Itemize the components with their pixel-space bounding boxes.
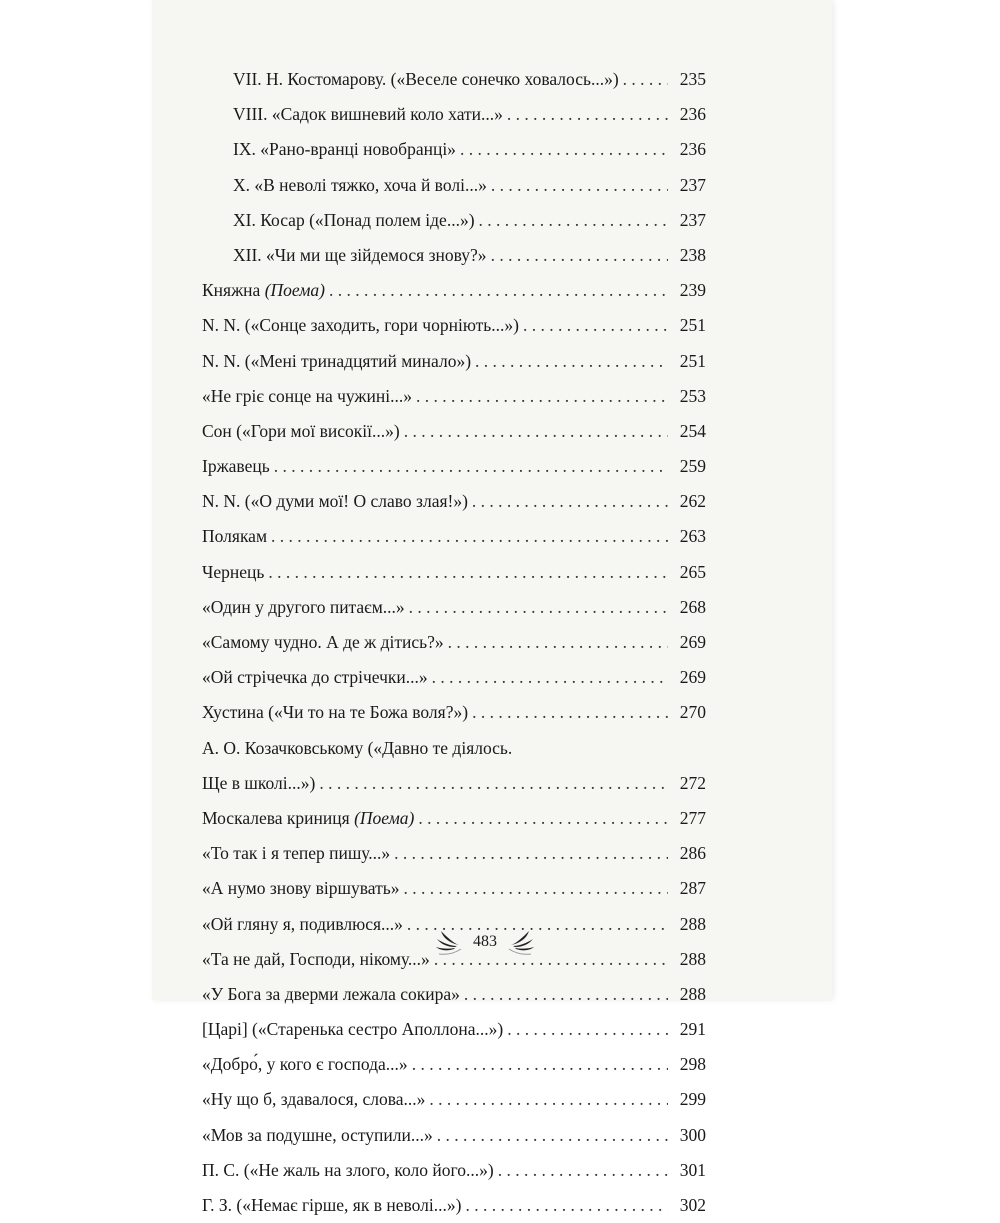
dot-leader [491,168,668,203]
toc-entry-title-text: Чернець [202,561,265,582]
dot-leader [418,801,668,836]
toc-entry-title [202,731,512,766]
toc-entry-title-text: N. N. («Мені тринадцятий минало») [202,350,472,371]
toc-entry-title [202,695,468,730]
toc-entry [202,766,706,801]
toc-entry-title-text: IX. «Рано-вранці новобранці» [233,139,456,160]
toc-entry-title-text: «Мов за подушне, оступили...» [202,1124,433,1145]
dot-leader [479,203,668,238]
toc-entry-page: 277 [679,807,706,828]
toc-entry-title-text: «Ой стрічечка до стрічечки...» [202,667,428,688]
toc-entry-title [202,519,267,554]
toc-entry [202,168,706,203]
dot-leader [274,449,668,484]
toc-entry [202,731,706,766]
toc-entry-title [202,449,270,484]
toc-entry-title [202,308,519,343]
toc-entry-page: 259 [679,456,706,477]
toc-entry-page: 288 [679,983,706,1004]
dot-leader [329,273,668,308]
toc-entry [202,660,706,695]
toc-entry-page: 239 [679,280,706,301]
toc-entry-subtitle: (Поема) [264,280,325,301]
toc-entry-title [202,273,325,308]
dot-leader [498,1153,668,1188]
toc-entry-page: 269 [679,632,706,652]
dot-leader [472,484,668,519]
dot-leader [437,1118,668,1153]
toc-entry-page: 236 [679,139,706,160]
toc-entry [202,344,706,379]
floral-ornament-icon [507,927,537,957]
toc-entry-title-text: «Та не дай, Господи, нікому...» [202,948,430,969]
toc-entry-page: 301 [679,1159,706,1180]
toc-entry-page: 237 [679,209,706,230]
dot-leader [319,766,668,801]
dot-leader [507,1012,668,1047]
toc-entry-title-text: Москалева криниця [202,807,355,828]
toc-entry [202,238,706,273]
dot-leader [409,590,668,625]
toc-entry-page: 300 [679,1124,706,1145]
toc-entry-page: 288 [679,913,706,934]
toc-entry-page: 262 [679,491,706,512]
toc-entry-title [202,484,468,519]
dot-leader [448,625,668,660]
toc-entry-title [202,62,619,97]
toc-entry [202,273,706,308]
toc-entry-page: 272 [679,772,706,793]
toc-entry-page: 253 [679,385,706,406]
dot-leader [623,62,668,97]
toc-entry-title [202,1047,408,1082]
toc-entry-page: 263 [679,526,706,547]
toc-entry-title [202,1082,425,1117]
dot-leader [416,379,668,414]
toc-entry-title-text: «Добро́, у кого є господа...» [202,1054,408,1075]
toc-entry-page: 254 [679,420,706,441]
dot-leader [268,555,668,590]
toc-entry-title-text: XII. «Чи ми ще зійдемося знову?» [233,244,487,265]
toc-entry-page: 302 [679,1195,706,1215]
toc-entry-page: 298 [679,1054,706,1075]
toc-entry [202,1082,706,1117]
toc-entry-title-text: П. С. («Не жаль на злого, коло його...») [202,1159,494,1180]
toc-entry [202,695,706,730]
toc-entry [202,625,706,660]
toc-entry [202,449,706,484]
toc-entry-title [202,1012,503,1047]
toc-entry [202,555,706,590]
toc-entry [202,308,706,343]
toc-entry-title [202,977,460,1012]
toc-entry [202,97,706,132]
toc-entry-page: 235 [679,69,706,89]
toc-entry-title-text: А. О. Козачковському («Давно те діялось. [202,737,513,758]
toc-entry-title-text: XI. Косар («Понад полем іде...») [233,209,475,230]
footer-inner [425,922,545,962]
toc-entry-title [202,203,475,238]
toc-entry-title-text: Г. З. («Немає гірше, як в неволі...») [202,1195,462,1215]
toc-entry-page: 265 [679,561,706,582]
toc-entry-title-text: VIII. «Садок вишневий коло хати...» [233,104,503,125]
toc-entry-title [202,766,315,801]
toc-entry-title [202,132,456,167]
toc-entry-title [202,379,412,414]
toc-entry-title [202,414,400,449]
toc-entry-title-text: Ще в школі...») [202,772,316,793]
dot-leader [432,660,668,695]
toc-entry-title [202,660,428,695]
toc-entry-page: 287 [679,878,706,899]
toc-entry [202,977,706,1012]
toc-entry-title [202,801,414,836]
dot-leader [394,836,668,871]
toc-entry-title-text: N. N. («О думи мої! О славо злая!») [202,491,468,512]
toc-entry-title-text: VII. Н. Костомарову. («Веселе сонечко ховалось...») [233,69,619,89]
dot-leader [271,519,668,554]
dot-leader [491,238,668,273]
toc-entry-page: 268 [679,596,706,617]
toc-entry-title-text: «Не гріє сонце на чужині...» [202,385,412,406]
dot-leader [404,871,669,906]
toc-entry-title-text: «У Бога за дверми лежала сокира» [202,983,460,1004]
toc-entry-title-text: Полякам [202,526,268,547]
toc-entry [202,132,706,167]
dot-leader [523,308,668,343]
toc-entry-page: 286 [679,843,706,864]
dot-leader [465,1188,668,1223]
dot-leader [429,1082,668,1117]
toc-entry-title-text: N. N. («Сонце заходить, гори чорніють...») [202,315,519,336]
toc-entry-title [202,555,264,590]
toc-entry-title-text: «Ну що б, здавалося, слова...» [202,1089,426,1110]
floral-ornament-icon [433,927,463,957]
toc-entry-page: 251 [679,315,706,336]
dot-leader [472,695,668,730]
toc-entry [202,62,706,97]
page-number: 483 [473,933,497,950]
toc-entry [202,1047,706,1082]
toc-entry [202,484,706,519]
toc-entry-page: 251 [679,350,706,371]
toc-entry-page: 270 [679,702,706,723]
toc-entry-title [202,871,400,906]
toc-entry-title-text: «Ой гляну я, подивлюся...» [202,913,403,934]
dot-leader [464,977,668,1012]
toc-entry-title-text: [Царі] («Старенька сестро Аполлона...») [202,1019,504,1040]
toc-entry-title [202,97,503,132]
toc-entry-page: 269 [679,667,706,688]
toc-entry [202,1012,706,1047]
toc-entry-title-text: «То так і я тепер пишу...» [202,843,391,864]
toc-entry-page: 291 [679,1019,706,1040]
toc-entry [202,871,706,906]
toc-entry-page: 288 [679,948,706,969]
toc-entry-title-text: Хустина («Чи то на те Божа воля?») [202,702,469,723]
toc-entry-title [202,1153,494,1188]
toc-entry-title [202,238,487,273]
toc-entry-title-text: Княжна [202,280,265,301]
toc-entry-subtitle: (Поема) [354,807,415,828]
dot-leader [475,344,668,379]
toc-entry [202,1188,706,1223]
toc-entry-page: 236 [679,104,706,125]
toc-entry-title [202,836,390,871]
table-of-contents [202,62,706,1223]
toc-entry [202,1118,706,1153]
toc-entry [202,590,706,625]
toc-entry [202,1153,706,1188]
toc-entry-page: 238 [679,244,706,265]
page-footer [0,922,1000,962]
dot-leader [460,132,668,167]
dot-leader [404,414,668,449]
toc-entry [202,379,706,414]
toc-entry [202,519,706,554]
toc-entry-title-text: X. «В неволі тяжко, хоча й волі...» [233,174,487,195]
toc-entry-title [202,590,405,625]
toc-entry-title-text: «Один у другого питаєм...» [202,596,405,617]
dot-leader [507,97,668,132]
toc-entry-title [202,1188,461,1223]
toc-entry-title [202,344,471,379]
toc-entry-title [202,1118,433,1153]
toc-entry-title-text: «Самому чудно. А де ж дітись?» [202,632,444,652]
toc-entry-title-text: Іржавець [202,456,270,477]
toc-entry-title [202,168,487,203]
toc-entry [202,414,706,449]
toc-entry-title-text: «А нумо знову віршувать» [202,878,400,899]
toc-entry [202,801,706,836]
toc-entry [202,836,706,871]
toc-entry-title-text: Сон («Гори мої високії...») [202,420,400,441]
toc-entry-title [202,625,444,660]
dot-leader [412,1047,668,1082]
toc-entry-page: 299 [679,1089,706,1110]
toc-entry [202,203,706,238]
toc-entry-page: 237 [679,174,706,195]
